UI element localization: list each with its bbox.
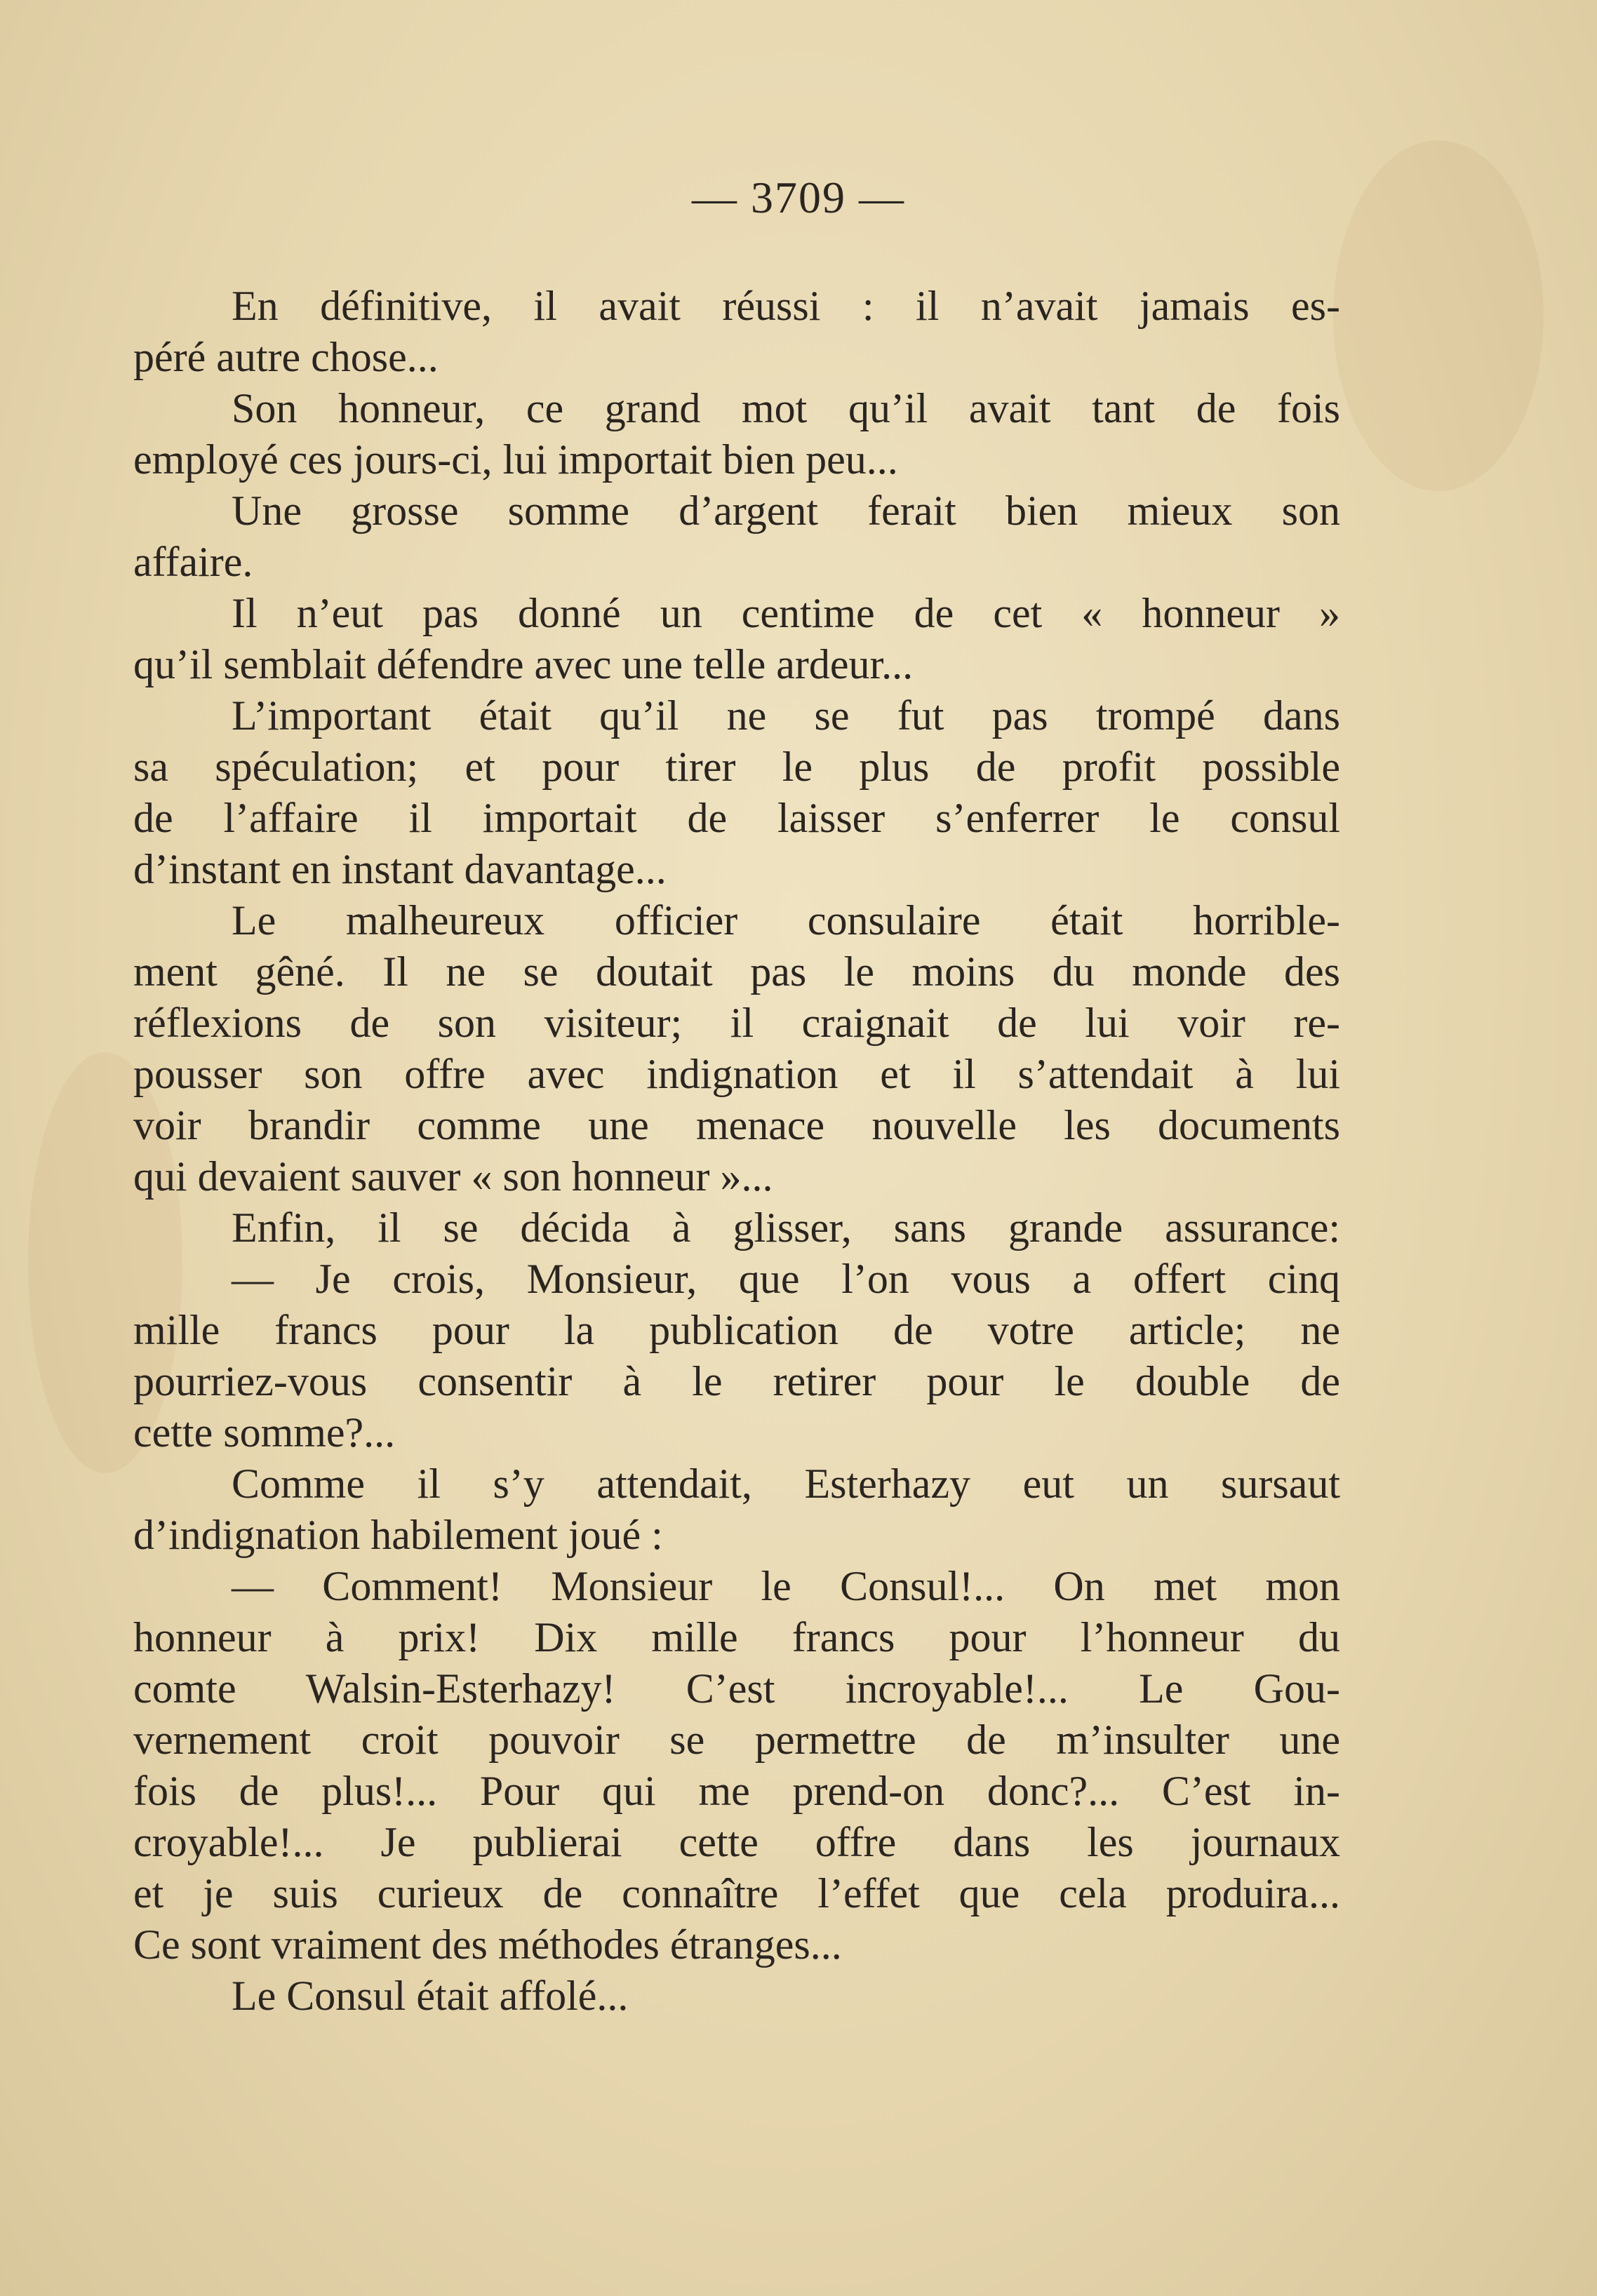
text-line: — Comment! Monsieur le Consul!... On met mon: [232, 1563, 1340, 1609]
text-line: cette somme?...: [133, 1409, 396, 1456]
text-line: de l’affaire il importait de laisser s’enferrer le consul: [133, 795, 1340, 841]
text-line: Il n’eut pas donné un centime de cet « honneur »: [232, 590, 1340, 636]
text-line: vernement croit pouvoir se permettre de m’insulter une: [133, 1717, 1340, 1763]
text-line: employé ces jours-ci, lui importait bien peu...: [133, 436, 898, 483]
text-line: Le malheureux officier consulaire était horrible-: [232, 897, 1340, 944]
text-line: d’indignation habilement joué :: [133, 1512, 663, 1558]
text-line: qu’il semblait défendre avec une telle ardeur...: [133, 641, 914, 687]
text-line: En définitive, il avait réussi : il n’avait jamais es-: [232, 283, 1340, 329]
text-line: Une grosse somme d’argent ferait bien mieux son: [232, 488, 1340, 534]
text-line: Comme il s’y attendait, Esterhazy eut un sursaut: [232, 1461, 1340, 1507]
text-line: pourriez-vous consentir à le retirer pour le double de: [133, 1358, 1340, 1404]
text-line: fois de plus!... Pour qui me prend-on donc?... C’est in-: [133, 1768, 1340, 1814]
text-line: — Je crois, Monsieur, que l’on vous a offert cinq: [232, 1256, 1340, 1302]
text-line: Ce sont vraiment des méthodes étranges...: [133, 1921, 842, 1968]
page-number: — 3709 —: [692, 173, 905, 222]
text-line: ment gêné. Il ne se doutait pas le moins du monde des: [133, 948, 1340, 995]
text-line: Son honneur, ce grand mot qu’il avait tant de fois: [232, 385, 1340, 431]
text-line: voir brandir comme une menace nouvelle les documents: [133, 1102, 1340, 1148]
text-line: comte Walsin-Esterhazy! C’est incroyable!... Le Gou-: [133, 1665, 1340, 1712]
text-line: affaire.: [133, 539, 253, 585]
text-line: qui devaient sauver « son honneur »...: [133, 1153, 773, 1200]
text-line: sa spéculation; et pour tirer le plus de profit possible: [133, 744, 1340, 790]
text-line: Le Consul était affolé...: [232, 1973, 629, 2019]
text-line: pousser son offre avec indignation et il s’attendait à lui: [133, 1051, 1340, 1097]
text-line: Enfin, il se décida à glisser, sans grande assurance:: [232, 1204, 1340, 1251]
text-line: et je suis curieux de connaître l’effet que cela produira...: [133, 1870, 1340, 1916]
text-line: péré autre chose...: [133, 334, 439, 380]
text-line: mille francs pour la publication de votre article; ne: [133, 1307, 1340, 1353]
text-line: croyable!... Je publierai cette offre dans les journaux: [133, 1819, 1340, 1865]
text-line: d’instant en instant davantage...: [133, 846, 667, 892]
text-line: L’important était qu’il ne se fut pas trompé dans: [232, 692, 1340, 739]
body-text: [133, 281, 1340, 2022]
text-line: réflexions de son visiteur; il craignait de lui voir re-: [133, 1000, 1340, 1046]
text-line: honneur à prix! Dix mille francs pour l’honneur du: [133, 1614, 1340, 1660]
